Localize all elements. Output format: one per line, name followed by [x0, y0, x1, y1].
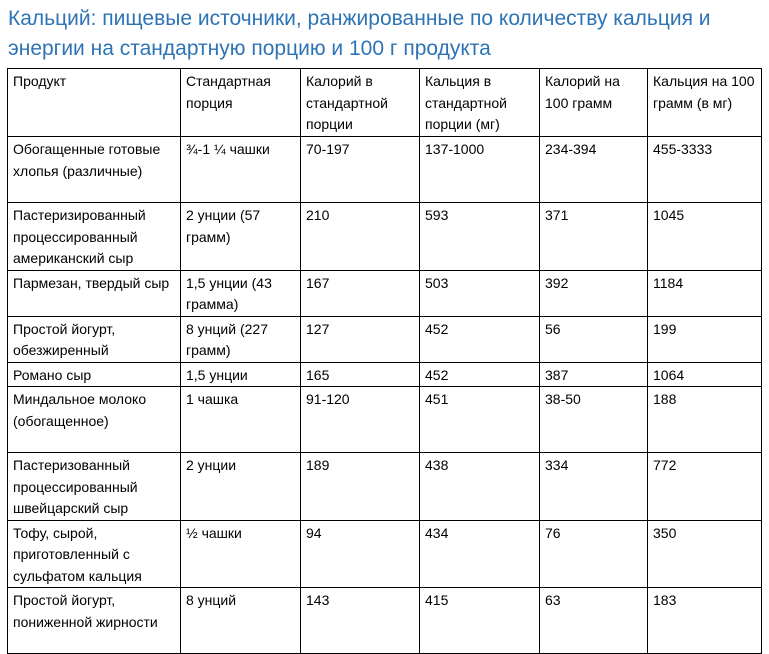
cell-product: Простой йогурт, пониженной жирности	[8, 588, 181, 654]
cell-portion: 1,5 унции (43 грамма)	[181, 270, 301, 316]
cell-calcium-portion: 415	[420, 588, 540, 654]
table-row	[8, 362, 762, 387]
cell-portion: 2 унции (57 грамм)	[181, 203, 301, 271]
cell-calories-100g: 234-394	[540, 137, 648, 203]
cell-calcium-portion: 438	[420, 453, 540, 521]
cell-calories-100g: 63	[540, 588, 648, 654]
cell-calcium-100g: 772	[648, 453, 762, 521]
cell-portion: 8 унций	[181, 588, 301, 654]
cell-calcium-portion: 434	[420, 520, 540, 588]
cell-calcium-100g: 1064	[648, 362, 762, 387]
cell-calories-100g: 392	[540, 270, 648, 316]
table-row	[8, 316, 762, 362]
header-product: Продукт	[8, 69, 181, 137]
calcium-sources-table	[7, 68, 762, 654]
cell-calories-portion: 143	[301, 588, 420, 654]
cell-calcium-portion: 137-1000	[420, 137, 540, 203]
cell-calories-portion: 167	[301, 270, 420, 316]
header-calories-per-portion: Калорий в стандартной порции	[301, 69, 420, 137]
cell-product: Простой йогурт, обезжиренный	[8, 316, 181, 362]
cell-calories-100g: 76	[540, 520, 648, 588]
cell-portion: 1,5 унции	[181, 362, 301, 387]
cell-product: Пастеризованный процессированный швейцарский сыр	[8, 453, 181, 521]
cell-calories-100g: 38-50	[540, 387, 648, 453]
table-row	[8, 270, 762, 316]
cell-product: Романо сыр	[8, 362, 181, 387]
cell-portion: 2 унции	[181, 453, 301, 521]
cell-calcium-100g: 188	[648, 387, 762, 453]
cell-portion: ¾-1 ¼ чашки	[181, 137, 301, 203]
cell-portion: ½ чашки	[181, 520, 301, 588]
cell-calcium-portion: 593	[420, 203, 540, 271]
cell-calcium-100g: 1045	[648, 203, 762, 271]
cell-calories-portion: 70-197	[301, 137, 420, 203]
cell-calcium-portion: 452	[420, 362, 540, 387]
cell-product: Обогащенные готовые хлопья (различные)	[8, 137, 181, 203]
table-row	[8, 453, 762, 521]
cell-product: Пармезан, твердый сыр	[8, 270, 181, 316]
header-standard-portion: Стандартная порция	[181, 69, 301, 137]
cell-calories-portion: 165	[301, 362, 420, 387]
table-row	[8, 387, 762, 453]
cell-calcium-100g: 199	[648, 316, 762, 362]
table-row	[8, 588, 762, 654]
cell-calcium-100g: 1184	[648, 270, 762, 316]
cell-portion: 1 чашка	[181, 387, 301, 453]
table-row	[8, 203, 762, 271]
cell-calcium-portion: 452	[420, 316, 540, 362]
cell-calories-portion: 210	[301, 203, 420, 271]
cell-portion: 8 унций (227 грамм)	[181, 316, 301, 362]
header-calories-per-100g: Калорий на 100 грамм	[540, 69, 648, 137]
table-row	[8, 137, 762, 203]
cell-calories-portion: 91-120	[301, 387, 420, 453]
cell-calories-portion: 189	[301, 453, 420, 521]
cell-product: Тофу, сырой, приготовленный с сульфатом кальция	[8, 520, 181, 588]
cell-calcium-portion: 451	[420, 387, 540, 453]
cell-calories-portion: 94	[301, 520, 420, 588]
cell-calories-100g: 334	[540, 453, 648, 521]
cell-calcium-100g: 455-3333	[648, 137, 762, 203]
cell-calories-100g: 56	[540, 316, 648, 362]
table-row	[8, 520, 762, 588]
header-calcium-per-100g: Кальция на 100 грамм (в мг)	[648, 69, 762, 137]
cell-product: Пастеризированный процессированный американский сыр	[8, 203, 181, 271]
cell-calcium-portion: 503	[420, 270, 540, 316]
cell-calories-portion: 127	[301, 316, 420, 362]
header-calcium-per-portion: Кальция в стандартной порции (мг)	[420, 69, 540, 137]
page-title: Кальций: пищевые источники, ранжированные по количеству кальция и энергии на стандартную порцию и 100 г продукта	[8, 7, 711, 60]
cell-calories-100g: 387	[540, 362, 648, 387]
cell-calcium-100g: 350	[648, 520, 762, 588]
cell-calcium-100g: 183	[648, 588, 762, 654]
cell-product: Миндальное молоко (обогащенное)	[8, 387, 181, 453]
table-header-row	[8, 69, 762, 137]
cell-calories-100g: 371	[540, 203, 648, 271]
